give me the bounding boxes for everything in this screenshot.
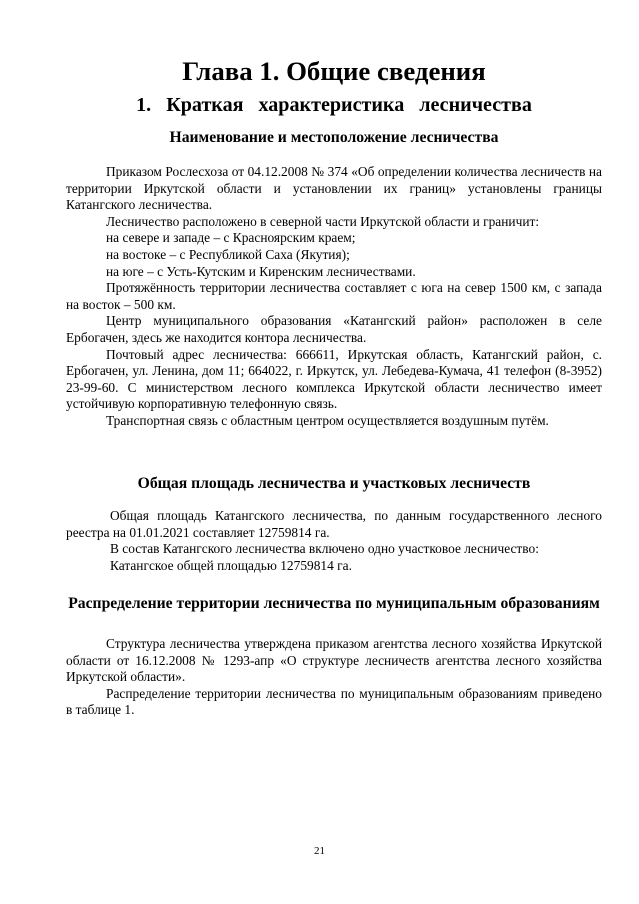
chapter-title: Глава 1. Общие сведения [182,56,486,86]
paragraph: Структура лесничества утверждена приказом агентства лесного хозяйства Иркутской области от 16.12.2008 № 1293-апр «О структуре лесничеств агентства лесного хозяйства Иркутской области». [66,636,602,685]
subsection-heading-location: Наименование и местоположение лесничества [169,129,499,146]
subsection-heading-area: Общая площадь лесничества и участковых лесничеств [137,475,531,492]
list-item: на юге – с Усть-Кутским и Киренским лесничествами. [106,263,416,279]
paragraph: В состав Катангского лесничества включено одно участковое лесничество: [110,541,539,557]
subsection-body-location [66,164,602,430]
paragraph: Протяжённость территории лесничества составляет с юга на север 1500 км, с запада на восток – 500 км. [66,280,602,312]
subsection-heading-municipal: Распределение территории лесничества по муниципальным образованиям [68,595,600,612]
paragraph: Распределение территории лесничества по муниципальным образованиям приведено в таблице 1. [66,685,602,718]
paragraph: Общая площадь Катангского лесничества, по данным государственного лесного реестра на 01.01.2021 составляет 12759814 га. [66,508,602,540]
list-item: на востоке – с Республикой Саха (Якутия); [106,246,350,262]
subsection-body-municipal [66,636,602,719]
paragraph: Катангское общей площадью 12759814 га. [110,557,352,573]
paragraph: Почтовый адрес лесничества: 666611, Иркутская область, Катангский район, с. Ербогачен, ул. Ленина, дом 11; 664022, г. Иркутск, ул. Лебедева-Кумача, 41 телефон (8-3952) 23-99-60. С министерством лесного комплекса Иркутской области лесничество имеет устойчивую корпоративную телефонную связь. [66,346,602,412]
subsection-body-area [66,508,602,574]
list-item: на севере и западе – с Красноярским краем; [106,230,356,246]
paragraph: Приказом Рослесхоза от 04.12.2008 № 374 «Об определении количества лесничеств на территории Иркутской области и установлении их границ» установлены границы Катангского лесничества. [66,164,602,213]
paragraph: Лесничество расположено в северной части Иркутской области и граничит: [106,213,540,229]
paragraph: Транспортная связь с областным центром осуществляется воздушным путём. [106,412,549,428]
section-title: 1. Краткая характеристика лесничества [136,94,532,116]
paragraph: Центр муниципального образования «Катангский район» расположен в селе Ербогачен, здесь же находится контора лесничества. [66,313,602,345]
page-number: 21 [314,845,325,857]
